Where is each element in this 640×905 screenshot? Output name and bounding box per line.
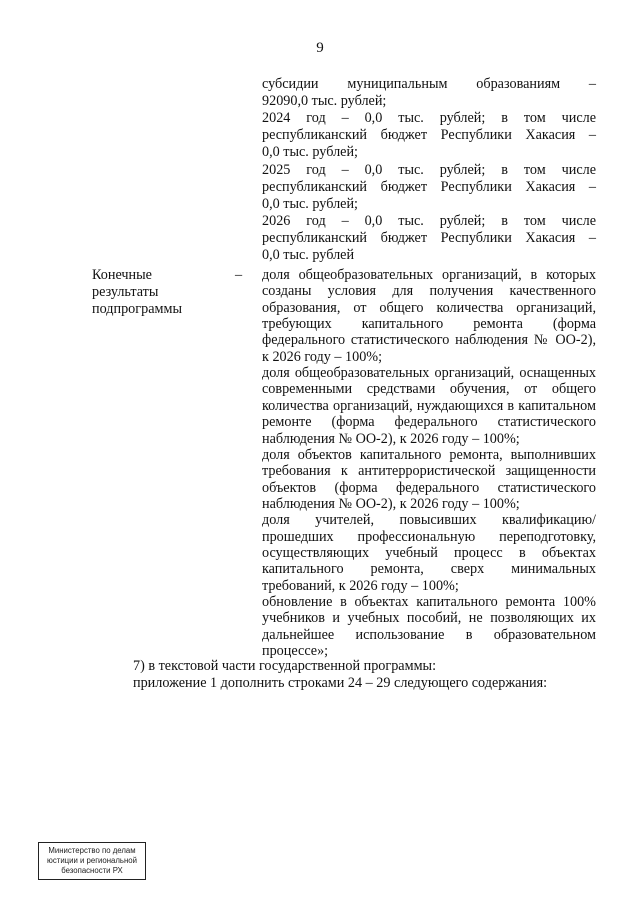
text-line: объектов (форма федерального статистического xyxy=(262,479,596,496)
text-line: 0,0 тыс. рублей; xyxy=(262,195,358,212)
text-line: к 2026 году – 100%; xyxy=(262,348,383,365)
text-line: наблюдения № ОО-2), к 2026 году – 100%; xyxy=(262,495,520,512)
text-line: требующих капитального ремонта (форма xyxy=(262,316,596,333)
results-label-line: результаты xyxy=(92,284,159,300)
text-line: прошедших профессиональную переподготовку, xyxy=(262,528,596,545)
text-line: республиканский бюджет Республики Хакасия – xyxy=(262,229,596,246)
item-7-line: 7) в текстовой части государственной программы: xyxy=(133,658,437,674)
text-line: доля общеобразовательных организаций, оснащенных xyxy=(262,365,596,382)
text-line: 0,0 тыс. рублей; xyxy=(262,144,358,161)
text-line: 2025 год – 0,0 тыс. рублей; в том числе xyxy=(262,161,596,178)
text-line: 2026 год – 0,0 тыс. рублей; в том числе xyxy=(262,212,596,229)
results-label-line: Конечные xyxy=(92,267,152,283)
text-line: федерального статистического наблюдения № ОО-2), xyxy=(262,332,596,349)
text-line: 0,0 тыс. рублей xyxy=(262,247,355,263)
stamp-line: юстиции и региональной xyxy=(47,856,137,865)
text-line: республиканский бюджет Республики Хакасия – xyxy=(262,178,596,195)
text-line: наблюдения № ОО-2), к 2026 году – 100%; xyxy=(262,430,520,447)
stamp-line: безопасности РХ xyxy=(61,866,123,875)
text-line: процессе»; xyxy=(262,643,329,660)
text-line: созданы условия для получения качественного xyxy=(262,283,596,300)
text-line: требований, к 2026 году – 100%; xyxy=(262,577,459,594)
text-line: субсидии муниципальным образованиям – xyxy=(262,76,596,92)
text-line: обновление в объектах капитального ремонта 100% xyxy=(262,594,596,610)
text-line: образования, от общего количества организаций, xyxy=(262,299,596,316)
text-line: республиканский бюджет Республики Хакасия – xyxy=(262,127,596,144)
text-line: доля учителей, повысивших квалификацию/ xyxy=(262,512,596,529)
text-line: ремонте (форма федерального статистического xyxy=(262,414,596,431)
results-label-line: подпрограммы xyxy=(92,301,182,317)
text-line: дальнейшее использование в образовательном xyxy=(262,626,596,643)
page-number: 9 xyxy=(316,40,324,56)
registration-stamp xyxy=(38,842,146,880)
text-line: количества организаций, нуждающихся в капитальном xyxy=(262,397,596,414)
text-line: современными средствами обучения, от общего xyxy=(262,381,596,398)
text-line: капитального ремонта, сверх минимальных xyxy=(262,561,596,578)
text-line: осуществляющих учебный процесс в объектах xyxy=(262,544,596,561)
text-line: требования к антитеррористической защищенности xyxy=(262,463,596,480)
item-7-subline: приложение 1 дополнить строками 24 – 29 следующего содержания: xyxy=(133,675,548,691)
text-line: 2024 год – 0,0 тыс. рублей; в том числе xyxy=(262,110,596,127)
text-line: доля общеобразовательных организаций, в которых xyxy=(262,267,596,283)
text-line: 92090,0 тыс. рублей; xyxy=(262,93,387,110)
results-dash: – xyxy=(235,267,243,283)
text-line: учебников и учебных пособий, не позволяющих их xyxy=(262,610,596,627)
stamp-line: Министерство по делам xyxy=(48,846,136,855)
text-line: доля объектов капитального ремонта, выполнивших xyxy=(262,446,596,463)
